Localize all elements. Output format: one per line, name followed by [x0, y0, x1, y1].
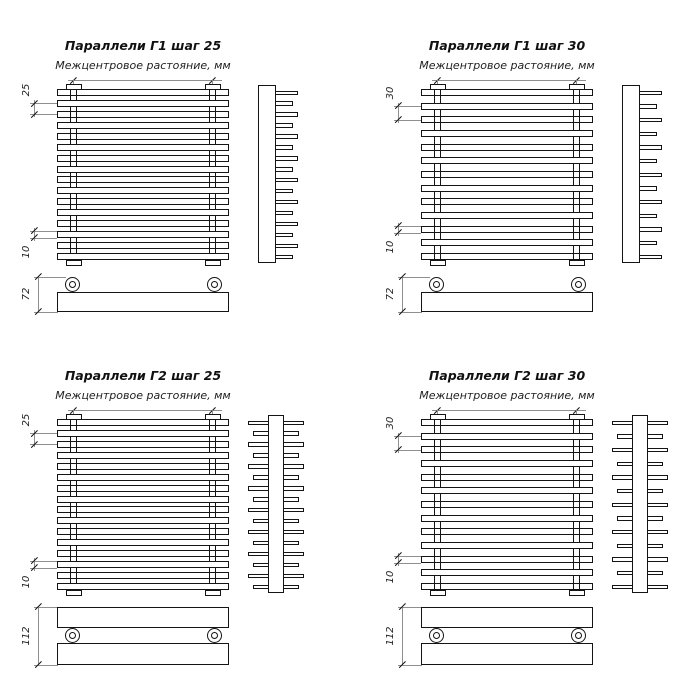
riser-overlay	[70, 220, 77, 227]
pipe-circle-inner	[433, 632, 440, 639]
pipe-circle-inner	[575, 281, 582, 288]
riser-overlay	[434, 171, 441, 178]
front-view-bar	[421, 419, 593, 426]
front-view-bar	[421, 239, 593, 246]
front-view-bar	[57, 539, 229, 546]
panel-title: Параллели Г2 шаг 25	[64, 368, 222, 383]
front-view-bar	[421, 542, 593, 549]
front-view-bar	[57, 528, 229, 535]
riser-overlay	[70, 550, 77, 557]
front-view-bar	[57, 441, 229, 448]
front-view-bar	[421, 89, 593, 96]
riser-overlay	[70, 572, 77, 579]
riser-overlay	[573, 226, 580, 233]
mounting-tab	[66, 84, 82, 90]
front-view-bar	[421, 212, 593, 219]
front-view-bar	[57, 474, 229, 481]
mounting-tab	[205, 260, 221, 266]
front-view-bar	[421, 130, 593, 137]
riser-overlay	[209, 133, 216, 140]
riser-overlay	[70, 506, 77, 513]
mounting-tab	[66, 590, 82, 596]
riser-overlay	[434, 474, 441, 481]
riser-overlay	[209, 550, 216, 557]
riser-overlay	[209, 485, 216, 492]
front-view-bar	[57, 506, 229, 513]
front-view-bar	[57, 100, 229, 107]
pipe-circle-inner	[211, 632, 218, 639]
front-view-bar	[421, 171, 593, 178]
dimension-line	[38, 607, 39, 665]
step-dimension-label: 25	[21, 414, 32, 427]
depth-dimension-label: 72	[385, 287, 396, 301]
riser-overlay	[209, 176, 216, 183]
riser-overlay	[70, 441, 77, 448]
mounting-tab	[430, 590, 446, 596]
center-distance-label: Межцентровое растояние, мм	[419, 389, 595, 402]
panel-title: Параллели Г2 шаг 30	[428, 368, 586, 383]
front-view-bar	[57, 231, 229, 238]
front-view-bar	[57, 419, 229, 426]
riser-overlay	[434, 501, 441, 508]
front-view-bar	[421, 103, 593, 110]
mounting-tab	[205, 414, 221, 420]
riser-overlay	[573, 198, 580, 205]
panel-g2-step30	[384, 368, 700, 673]
mounting-tab	[66, 414, 82, 420]
riser-overlay	[209, 220, 216, 227]
riser-overlay	[573, 89, 580, 96]
riser-overlay	[434, 144, 441, 151]
riser-overlay	[209, 419, 216, 426]
riser-overlay	[209, 155, 216, 162]
riser-overlay	[573, 446, 580, 453]
front-view-bar	[57, 155, 229, 162]
dimension-line	[402, 607, 403, 665]
front-view-bar	[421, 253, 593, 260]
riser-overlay	[209, 198, 216, 205]
bottom-view-plate	[421, 607, 593, 628]
riser-overlay	[434, 198, 441, 205]
pipe-circle-inner	[69, 281, 76, 288]
center-distance-label: Межцентровое растояние, мм	[55, 59, 231, 72]
riser-overlay	[209, 572, 216, 579]
front-view-bar	[57, 220, 229, 227]
riser-overlay	[70, 89, 77, 96]
riser-overlay	[209, 463, 216, 470]
riser-overlay	[70, 463, 77, 470]
front-view-bar	[421, 569, 593, 576]
side-view-collector	[258, 85, 276, 263]
panel-g1-step25	[20, 38, 340, 343]
riser-overlay	[209, 89, 216, 96]
step-dimension-label: 25	[21, 84, 32, 97]
front-view-bar	[421, 474, 593, 481]
mounting-tab	[205, 590, 221, 596]
front-view-bar	[57, 198, 229, 205]
front-view-bar	[57, 209, 229, 216]
dimension-line	[432, 410, 586, 411]
side-view-collector	[632, 415, 648, 593]
mounting-tab	[569, 84, 585, 90]
pipe-circle-inner	[575, 632, 582, 639]
center-distance-label: Межцентровое растояние, мм	[419, 59, 595, 72]
mounting-tab	[569, 260, 585, 266]
mounting-tab	[569, 590, 585, 596]
tube-dimension-label: 10	[21, 245, 32, 259]
front-view-bar	[57, 253, 229, 260]
dimension-line	[402, 277, 403, 313]
pipe-circle-inner	[211, 281, 218, 288]
front-view-bar	[421, 528, 593, 535]
step-dimension-label: 30	[385, 416, 396, 430]
riser-overlay	[573, 528, 580, 535]
riser-overlay	[209, 441, 216, 448]
riser-overlay	[434, 528, 441, 535]
front-view-bar	[57, 111, 229, 118]
riser-overlay	[70, 528, 77, 535]
front-view-bar	[421, 116, 593, 123]
front-view-bar	[57, 485, 229, 492]
riser-overlay	[70, 198, 77, 205]
front-view-bar	[57, 187, 229, 194]
front-view-bar	[57, 133, 229, 140]
riser-overlay	[70, 419, 77, 426]
mounting-tab	[569, 414, 585, 420]
mounting-tab	[430, 260, 446, 266]
riser-overlay	[434, 556, 441, 563]
mounting-tab	[66, 260, 82, 266]
dimension-line	[68, 410, 222, 411]
bottom-view-plate	[57, 292, 229, 312]
riser-overlay	[573, 116, 580, 123]
front-view-bar	[57, 496, 229, 503]
front-view-bar	[421, 501, 593, 508]
pipe-circle-inner	[433, 281, 440, 288]
tube-dimension-label: 10	[385, 240, 396, 254]
front-view-bar	[421, 487, 593, 494]
riser-overlay	[573, 474, 580, 481]
bottom-view-plate	[421, 643, 593, 665]
bottom-view-plate	[57, 643, 229, 665]
riser-overlay	[573, 144, 580, 151]
dimension-line	[68, 80, 222, 81]
front-view-bar	[57, 463, 229, 470]
riser-overlay	[573, 419, 580, 426]
front-view-bar	[421, 515, 593, 522]
depth-dimension-label: 112	[385, 626, 396, 646]
bottom-view-plate	[421, 292, 593, 312]
front-view-bar	[421, 185, 593, 192]
riser-overlay	[70, 242, 77, 249]
riser-overlay	[209, 528, 216, 535]
riser-overlay	[573, 171, 580, 178]
panel-title: Параллели Г1 шаг 25	[64, 38, 222, 53]
front-view-bar	[57, 166, 229, 173]
dimension-line	[432, 80, 586, 81]
riser-overlay	[573, 501, 580, 508]
front-view-bar	[57, 572, 229, 579]
riser-overlay	[70, 155, 77, 162]
front-view-bar	[421, 583, 593, 590]
front-view-bar	[421, 144, 593, 151]
center-distance-label: Межцентровое растояние, мм	[55, 389, 231, 402]
front-view-bar	[57, 242, 229, 249]
front-view-bar	[421, 433, 593, 440]
front-view-bar	[421, 446, 593, 453]
riser-overlay	[70, 485, 77, 492]
panel-g1-step30	[384, 38, 700, 343]
riser-overlay	[434, 226, 441, 233]
mounting-tab	[430, 84, 446, 90]
front-view-bar	[421, 226, 593, 233]
riser-overlay	[209, 506, 216, 513]
front-view-bar	[421, 157, 593, 164]
front-view-bar	[57, 122, 229, 129]
depth-dimension-label: 72	[21, 287, 32, 301]
front-view-bar	[421, 198, 593, 205]
front-view-bar	[57, 561, 229, 568]
front-view-bar	[421, 556, 593, 563]
front-view-bar	[421, 460, 593, 467]
side-view-collector	[268, 415, 284, 593]
panel-title: Параллели Г1 шаг 30	[428, 38, 586, 53]
riser-overlay	[434, 446, 441, 453]
depth-dimension-label: 112	[21, 626, 32, 646]
riser-overlay	[70, 111, 77, 118]
tube-dimension-label: 10	[385, 570, 396, 584]
mounting-tab	[430, 414, 446, 420]
front-view-bar	[57, 452, 229, 459]
front-view-bar	[57, 89, 229, 96]
riser-overlay	[434, 89, 441, 96]
riser-overlay	[70, 176, 77, 183]
riser-overlay	[434, 116, 441, 123]
front-view-bar	[57, 517, 229, 524]
front-view-bar	[57, 430, 229, 437]
step-dimension-label: 30	[385, 86, 396, 100]
mounting-tab	[205, 84, 221, 90]
riser-overlay	[209, 242, 216, 249]
riser-overlay	[70, 133, 77, 140]
panel-g2-step25	[20, 368, 340, 673]
side-view-collector	[622, 85, 640, 263]
riser-overlay	[434, 419, 441, 426]
pipe-circle-inner	[69, 632, 76, 639]
riser-overlay	[209, 111, 216, 118]
bottom-view-plate	[57, 607, 229, 628]
front-view-bar	[57, 144, 229, 151]
front-view-bar	[57, 176, 229, 183]
front-view-bar	[57, 583, 229, 590]
tube-dimension-label: 10	[21, 575, 32, 589]
front-view-bar	[57, 550, 229, 557]
dimension-line	[38, 277, 39, 313]
riser-overlay	[573, 556, 580, 563]
